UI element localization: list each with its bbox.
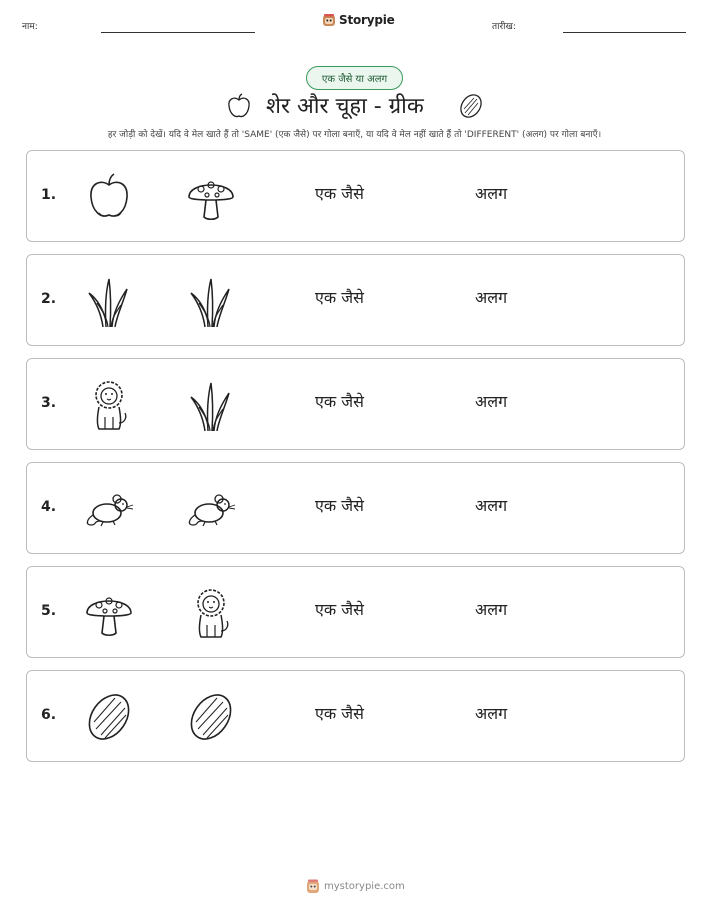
pair-number: 5. (41, 603, 57, 619)
option-same[interactable]: एक जैसे (315, 392, 364, 411)
date-line[interactable] (563, 32, 686, 33)
almond-icon (81, 689, 137, 745)
storypie-mascot-icon (322, 13, 336, 27)
pair-number: 1. (41, 187, 57, 203)
date-label: तारीख: (492, 22, 516, 32)
mushroom-icon (183, 169, 239, 225)
option-same[interactable]: एक जैसे (315, 184, 364, 203)
option-same[interactable]: एक जैसे (315, 600, 364, 619)
apple-icon (226, 92, 252, 120)
pair-card (26, 150, 685, 242)
pair-number: 3. (41, 395, 57, 411)
pair-card (26, 358, 685, 450)
lion-icon (81, 377, 137, 433)
option-different[interactable]: अलग (475, 704, 508, 723)
apple-icon (81, 169, 137, 225)
lion-icon (183, 585, 239, 641)
page-title: शेर और चूहा - ग्रीक (266, 94, 424, 119)
option-same[interactable]: एक जैसे (315, 704, 364, 723)
pair-number: 4. (41, 499, 57, 515)
footer (306, 878, 405, 894)
option-same[interactable]: एक जैसे (315, 288, 364, 307)
pair-card (26, 254, 685, 346)
name-label: नाम: (22, 22, 38, 32)
option-different[interactable]: अलग (475, 288, 508, 307)
worksheet-type-badge: एक जैसे या अलग (306, 66, 403, 90)
instructions: हर जोड़ी को देखें। यदि वे मेल खाते हैं तो 'SAME' (एक जैसे) पर गोला बनाएँ, या यदि वे मेल नहीं खाते हैं तो 'DIFFERENT' (अलग) पर गोला बनाएँ। (107, 130, 602, 140)
option-same[interactable]: एक जैसे (315, 496, 364, 515)
title-row (0, 90, 709, 122)
storypie-mascot-icon (306, 878, 320, 894)
option-different[interactable]: अलग (475, 184, 508, 203)
grass-icon (183, 377, 239, 433)
pair-card (26, 566, 685, 658)
name-line[interactable] (101, 32, 255, 33)
pair-card (26, 462, 685, 554)
grass-icon (81, 273, 137, 329)
mouse-icon (183, 481, 239, 537)
mouse-icon (81, 481, 137, 537)
option-different[interactable]: अलग (475, 496, 508, 515)
almond-icon (458, 92, 484, 120)
footer-url[interactable]: mystorypie.com (324, 880, 405, 892)
pair-number: 2. (41, 291, 57, 307)
almond-icon (183, 689, 239, 745)
brand-name: Storypie (339, 13, 395, 27)
grass-icon (183, 273, 239, 329)
brand-logo (322, 13, 395, 27)
option-different[interactable]: अलग (475, 392, 508, 411)
mushroom-icon (81, 585, 137, 641)
option-different[interactable]: अलग (475, 600, 508, 619)
pair-number: 6. (41, 707, 57, 723)
pair-card (26, 670, 685, 762)
